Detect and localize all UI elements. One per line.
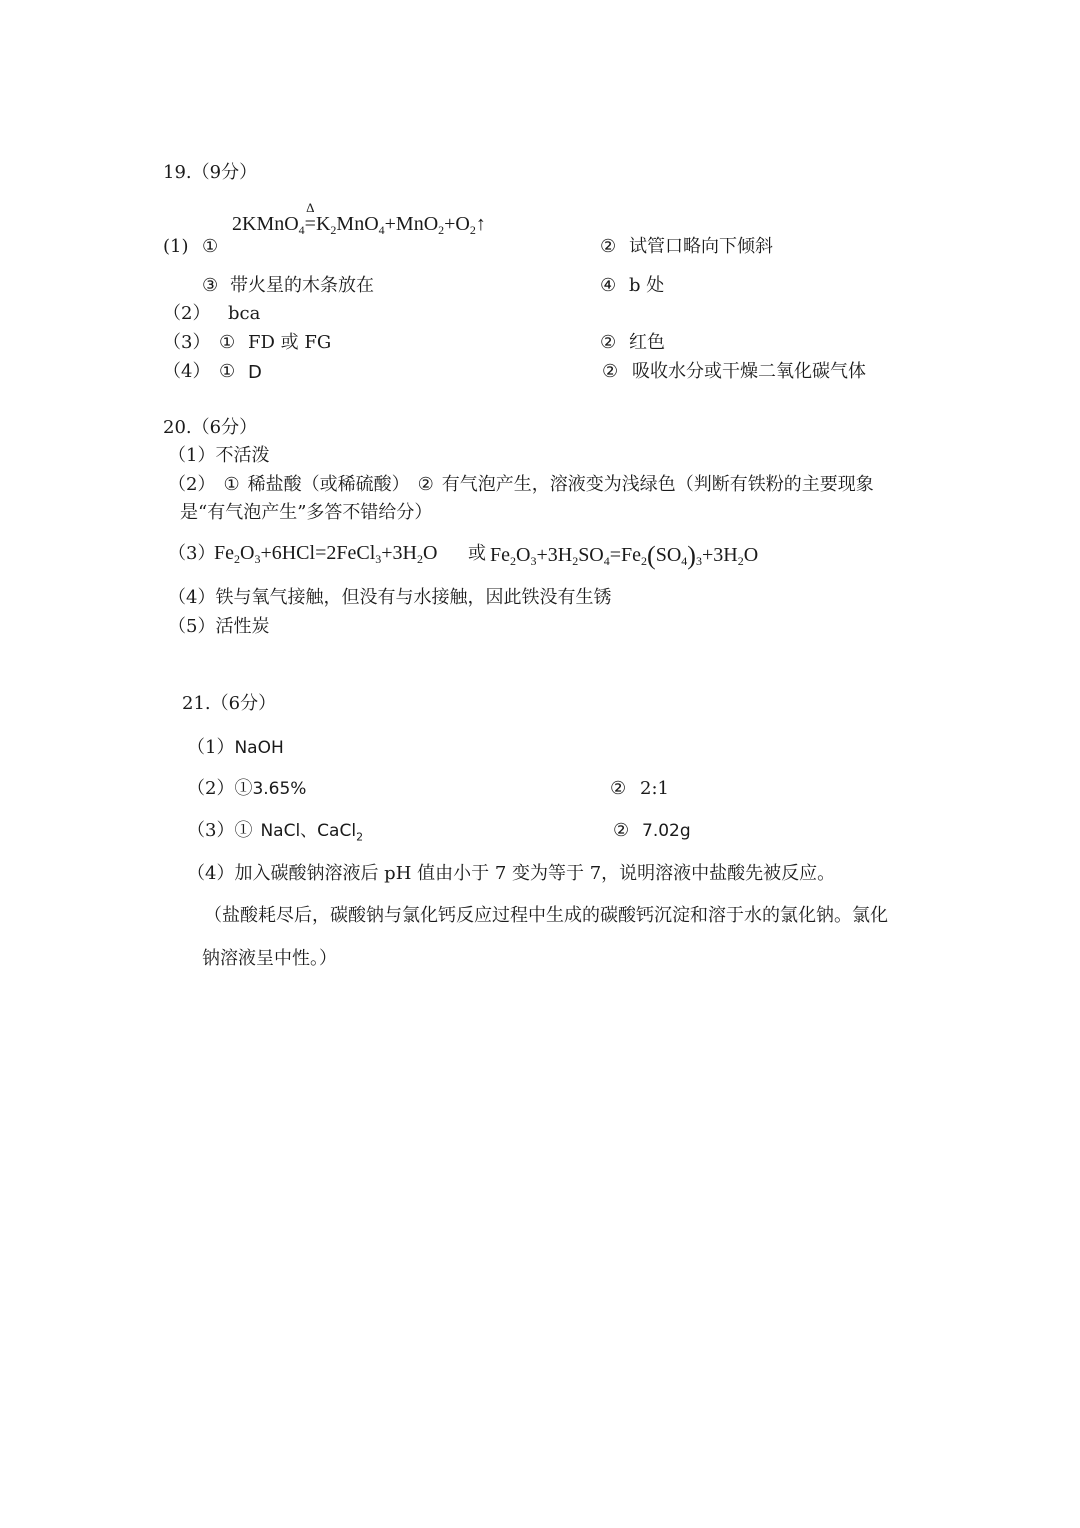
q20-line3-or: 或 xyxy=(468,543,486,564)
q20-line5: （5）活性炭 xyxy=(168,616,270,637)
q20-line2-answer1: 稀盐酸（或稀硫酸） xyxy=(247,474,410,495)
q20-line1: （1）不活泼 xyxy=(168,445,270,466)
q21-line2-label: （2） xyxy=(187,778,235,799)
q19-part4-item1: D xyxy=(248,362,262,383)
q21-line2-circle1: ① xyxy=(234,778,253,799)
q21-line1 xyxy=(187,739,284,757)
q19-part1-item4: b 处 xyxy=(629,275,665,296)
q19-part1-circle2: ② xyxy=(600,236,617,257)
q19-part1-label: (1) xyxy=(163,236,189,257)
q19-title: 19.（9分） xyxy=(163,162,258,183)
q21-line1-value: NaOH xyxy=(234,738,284,758)
q20-line3-equation1: $Fe_2O_3+6HCl=2FeCl_3+3H_2O$ xyxy=(214,542,438,566)
q21-line2-value1: 3.65% xyxy=(252,779,307,799)
q19-part4-circle2: ② xyxy=(602,361,619,382)
q19-part3-circle1: ① xyxy=(219,332,236,353)
q20-line4: （4）铁与氧气接触，但没有与水接触，因此铁没有生锈 xyxy=(168,587,612,608)
q19-equation: 2KMnO$_4$ Δ $=K_2MnO_4+MnO_2+O_2↑$ xyxy=(232,200,486,237)
q19-part1-circle1: ① xyxy=(202,236,219,257)
q19-part3-item2: 红色 xyxy=(629,332,665,353)
q20-line2-circle1: ① xyxy=(223,474,240,495)
q21-line3-label: （3） xyxy=(187,820,235,841)
q21-line3-value1: NaCl、CaCl$_2$ xyxy=(260,821,364,844)
q19-part3-circle2: ② xyxy=(600,332,617,353)
q20-line2-answer2: 有气泡产生，溶液变为浅绿色（判断有铁粉的主要现象 xyxy=(441,474,874,495)
q21-line4-continued1: （盐酸耗尽后，碳酸钠与氯化钙反应过程中生成的碳酸钙沉淀和溶于水的氯化钠。氯化 xyxy=(204,905,888,926)
q21-line2-value2: 2:1 xyxy=(640,778,669,799)
q19-part1-item2: 试管口略向下倾斜 xyxy=(629,236,773,257)
q21-line3-circle2: ② xyxy=(613,820,630,841)
q19-part1-circle4: ④ xyxy=(600,275,617,296)
q21-line3 xyxy=(187,822,363,842)
q19-part2-label: （2） xyxy=(163,303,211,324)
q19-part4-circle1: ① xyxy=(219,361,236,382)
q19-part4-label: （4） xyxy=(163,361,211,382)
q21-line3-value2: 7.02g xyxy=(642,821,691,841)
q20-line3-label: （3） xyxy=(168,543,216,564)
q19-part1-circle3: ③ xyxy=(202,275,219,296)
q21-line4: （4）加入碳酸钠溶液后 pH 值由小于 7 变为等于 7，说明溶液中盐酸先被反应。 xyxy=(187,863,836,884)
q21-line2 xyxy=(187,780,306,798)
q20-line3-equation2: $Fe_2O_3+3H_2SO_4=Fe_2(SO_4)_3+3H_2O$ xyxy=(490,541,759,570)
q20-line2-circle2: ② xyxy=(417,474,434,495)
q20-line2-continued: 是“有气泡产生”多答不错给分） xyxy=(180,502,433,523)
q21-line2-circle2: ② xyxy=(610,778,627,799)
q19-part3-item1: FD 或 FG xyxy=(248,332,332,353)
q21-line4-continued2: 钠溶液呈中性。） xyxy=(202,948,337,969)
q20-line2-label: （2） xyxy=(168,474,216,495)
q19-part4-item2: 吸收水分或干燥二氧化碳气体 xyxy=(632,361,866,382)
q21-line1-label: （1） xyxy=(187,737,235,758)
q20-line2 xyxy=(168,476,874,494)
q20-title: 20.（6分） xyxy=(163,417,258,438)
q19-part2-answer: bca xyxy=(228,303,261,324)
q21-line3-circle1: ① xyxy=(234,820,253,841)
q21-title: 21.（6分） xyxy=(182,693,277,714)
q19-part1-item3: 带火星的木条放在 xyxy=(230,275,374,296)
q19-part3-label: （3） xyxy=(163,332,211,353)
